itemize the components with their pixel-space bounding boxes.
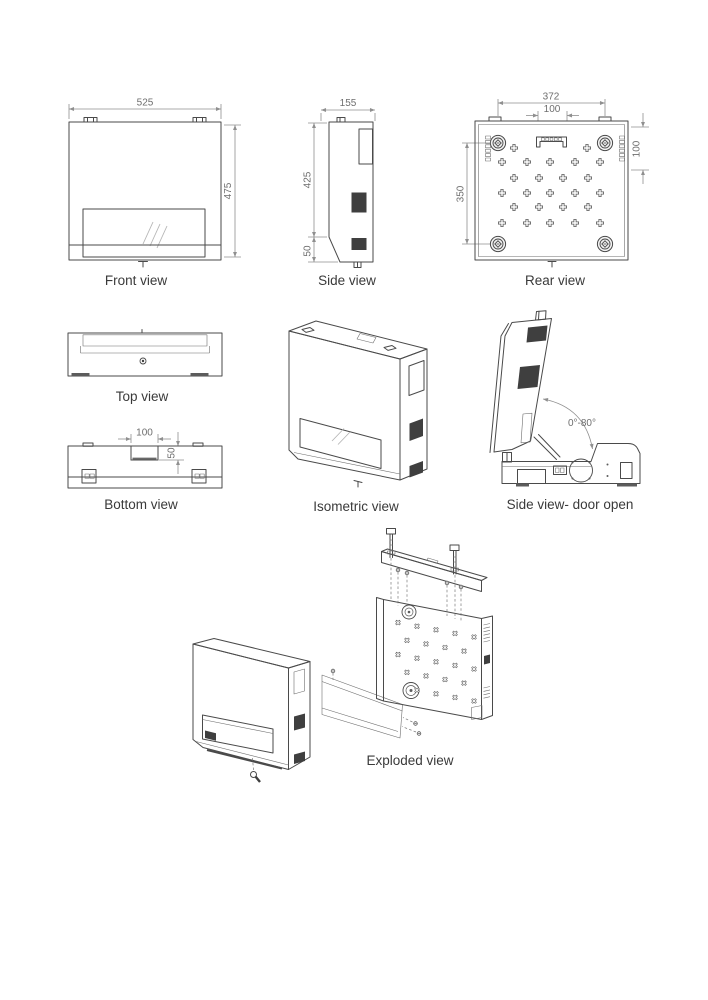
front-width-value: 525 (136, 97, 154, 109)
iso-top-tabs (302, 328, 396, 351)
side-depth-value: 155 (339, 98, 357, 109)
side-open-view-drawing (490, 311, 640, 487)
open-door-vent-upper (527, 326, 548, 343)
isometric-view-drawing (289, 321, 427, 487)
rear-top-offset-value: 100 (631, 140, 643, 158)
iso-side-bracket (409, 361, 424, 396)
isometric-view-label: Isometric view (313, 499, 399, 514)
bottom-notch-depth-value: 50 (166, 447, 178, 459)
open-screw-dot-1 (607, 464, 609, 466)
bottom-view-drawing (68, 428, 222, 489)
iso-base-strip-line (294, 453, 400, 475)
top-lid-step (81, 346, 210, 353)
iso-side-vent-upper (410, 419, 424, 442)
bottom-latch-right (192, 470, 206, 484)
exploded-hub-top (402, 605, 416, 619)
exploded-flange-switch (484, 655, 490, 665)
top-view-drawing (68, 330, 222, 377)
rear-side-vent-left (486, 136, 491, 161)
bottom-latch-left (82, 470, 96, 484)
exploded-door (193, 639, 310, 783)
open-door-latch-plate (521, 413, 532, 443)
bottom-outline (68, 446, 222, 488)
top-door-recess (83, 335, 207, 346)
open-foot-right (617, 484, 637, 487)
iso-right-face (400, 349, 427, 480)
iso-window (300, 419, 381, 469)
front-window (83, 209, 205, 257)
open-swing-angle-value: 0°-80° (567, 418, 597, 429)
rear-view-drawing (456, 92, 650, 268)
side-wall-bracket (359, 129, 373, 164)
rear-cable-slot (537, 137, 567, 147)
iso-front-face (289, 331, 400, 480)
bottom-view-label: Bottom view (104, 497, 178, 512)
side-vent-grille-lower (352, 238, 367, 250)
exploded-bolt-2 (450, 545, 459, 574)
rear-keyhole-grid (498, 144, 603, 226)
exploded-door-side-vent-2 (294, 752, 305, 765)
open-door-stay-strut (534, 435, 560, 460)
exploded-view-label: Exploded view (366, 753, 454, 768)
rear-top-tabs (489, 117, 611, 121)
open-foot-left (516, 484, 529, 487)
exploded-door-side-bracket (294, 669, 305, 694)
side-open-view-label: Side view- door open (506, 497, 634, 512)
exploded-door-side-vent-1 (294, 714, 305, 731)
open-psu-cutout (621, 463, 633, 479)
open-screw-dot-2 (607, 475, 609, 477)
front-view-drawing (69, 98, 241, 268)
rear-slot-width-value: 100 (543, 104, 561, 115)
rear-view-label: Rear view (524, 273, 586, 288)
exploded-view-drawing (193, 529, 493, 783)
side-height-value: 425 (302, 171, 314, 189)
open-io-connector (554, 466, 567, 475)
front-height-value: 475 (223, 182, 234, 200)
rear-lock-mark (548, 262, 556, 268)
front-lock-mark (139, 262, 148, 268)
iso-top-face (289, 321, 427, 359)
bottom-cable-notch (131, 446, 158, 460)
open-fan-cutout (570, 459, 593, 482)
rear-hole-span-value: 372 (542, 91, 560, 103)
side-view-drawing (303, 98, 376, 268)
open-hinge-bracket (503, 453, 512, 463)
exploded-panel-cutout (472, 706, 483, 720)
exploded-door-lock (205, 731, 216, 741)
front-top-hinge-tabs (84, 118, 206, 123)
side-depth-dimension (321, 110, 375, 121)
front-view-label: Front view (104, 273, 168, 288)
open-base-chassis (502, 444, 640, 484)
side-vent-grille-upper (352, 193, 367, 213)
top-view-label: Top view (115, 389, 169, 404)
iso-side-vent-lower (410, 461, 424, 478)
open-door-vent-lower (518, 365, 541, 389)
top-lock-cylinder (140, 358, 146, 364)
open-base-block (518, 470, 546, 484)
top-foot-right (191, 373, 209, 376)
open-door-edge (490, 324, 509, 453)
iso-lock-mark (354, 481, 362, 488)
top-outline (68, 333, 222, 376)
rear-side-vent-right (620, 136, 625, 161)
front-window-glass-hatch (143, 222, 167, 248)
side-base-value: 50 (302, 245, 314, 257)
bottom-notch-width-value: 100 (136, 427, 153, 439)
rear-hole-height-value: 350 (455, 185, 467, 203)
side-view-label: Side view (318, 273, 376, 288)
open-door-lock-barrel (536, 311, 547, 320)
top-foot-left (72, 373, 90, 376)
exploded-tray (322, 669, 421, 738)
exploded-top-bracket (382, 529, 488, 622)
side-lock-barrel (337, 118, 345, 123)
exploded-keyhole-grid (394, 619, 477, 705)
side-bottom-tab (354, 262, 361, 268)
